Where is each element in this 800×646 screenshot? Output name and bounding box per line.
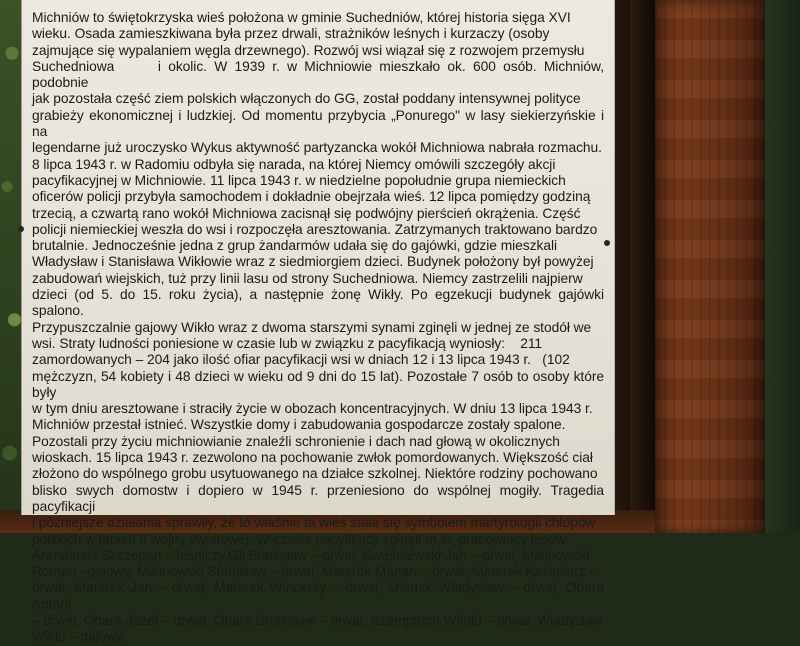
board-text-line: i późniejsze działania sprawiły, że to właśnie ta wieś stała się symbolem martyrologii chłopów	[32, 515, 596, 531]
board-text-line: Wikło – gajowy.	[32, 629, 127, 645]
board-text-line: policji niemieckiej weszła do wsi i rozpoczęła aresztowania. Zatrzymanych traktowano bardzo	[32, 221, 598, 237]
board-text-line: Przypuszczalnie gajowy Wikło wraz z dwoma starszymi synami zginęli w jednej ze stodół we	[32, 319, 592, 335]
board-text-line: Roman –gajowy, Malinowski Stanisław – drwal, Materek Marian – drwal, Materek Kazimierz –	[32, 564, 598, 580]
board-text-line: – drwal, Obara Józef – drwal, Obara Bronisław – drwal, Szampruch Witold – drwal, Władysław	[32, 612, 603, 628]
board-text	[32, 10, 608, 646]
board-text-line: mężczyzn, 54 kobiety i 48 dzieci w wieku od 9 dni do 15 lat). Pozostałe 7 osób to osoby które były	[32, 368, 608, 400]
board-text-line: wioskach. 15 lipca 1943 r. zezwolono na pochowanie zwłok pomordowanych. Większość ciał	[32, 450, 593, 466]
screw-left	[18, 226, 24, 232]
board-text-line: dzieci (od 5. do 15. roku życia), a następnie żonę Wikły. Po egzekucji budynek gajówki spalono.	[32, 287, 608, 319]
board-text-line: 8 lipca 1943 r. w Radomiu odbyła się narada, na której Niemcy omówili szczegóły akcji	[32, 156, 556, 172]
board-text-line: brutalnie. Jednocześnie jedna z grup żandarmów udała się do gajówki, gdzie mieszkali	[32, 238, 557, 254]
board-text-line: złożono do wspólnego grobu usytuowanego na działce szkolnej. Niektóre rodziny pochowano	[32, 466, 598, 482]
board-text-line: pacyfikacyjnej w Michniowie. 11 lipca 1943 r. w niedzielne popołudnie grupa niemieckich	[32, 172, 566, 188]
shadow-gap	[630, 0, 655, 533]
board-text-line: wieku. Osada zamieszkiwana była przez drwali, strażników leśnych i kurzaczy (osoby	[32, 26, 550, 42]
screw-right	[604, 240, 610, 246]
board-text-line: zabudowań wiejskich, tuż przy linii lasu od strony Suchedniowa. Niemcy zastrzelili najpierw	[32, 270, 583, 286]
board-frame-edge	[612, 0, 630, 533]
board-text-line: Pozostali przy życiu michniowianie znaleźli schronienie i dach nad głową w okolicznych	[32, 433, 560, 449]
board-text-line: Suchedniowa i okolic. W 1939 r. w Michniowie mieszkało ok. 600 osób. Michniów, podobnie	[32, 58, 608, 91]
board-text-line: Władysław i Stanisława Wikłowie wraz z siedmiorgiem dzieci. Budynek położony był powyżej	[32, 254, 594, 270]
board-text-line: zajmujące się wypalaniem węgla drzewnego). Rozwój wsi wiązał się z rozwojem przemysłu	[32, 42, 585, 58]
board-text-line: Arendarski Szczepan – leśniczy,Gil Stanisław – drwal, Kwaśniewski Jan – drwal, Malinowski	[32, 547, 590, 563]
background-foliage-right	[765, 0, 800, 533]
board-text-line: drwal, Materek Jan – drwal, Materek Wincenty – drwal, Miernik Władysław – drwal, Obara Antoni	[32, 580, 608, 612]
board-text-line: w tym dniu aresztowane i straciły życie w obozach koncentracyjnych. W dniu 13 lipca 1943 r.	[32, 401, 593, 417]
board-text-line: blisko swych domostw i dopiero w 1945 r. przeniesiono do wspólnej mogiły. Tragedia pacyfikacji	[32, 482, 608, 514]
board-text-line: polskich w latach II wojny światowej. W czasie pacyfikacji zginęli m.in. pracownicy lasów:	[32, 531, 570, 547]
board-text-line: jak pozostała część ziem polskich włączonych do GG, został poddany intensywnej polityce	[32, 91, 581, 107]
board-text-line: oficerów policji przybyła samochodem i dokładnie obejrzała wieś. 12 lipca pomiędzy godziną	[32, 189, 591, 205]
board-text-line: grabieży ekonomicznej i ludzkiej. Od momentu przybycia „Ponurego" w lasy siekierzyńskie i na	[32, 107, 608, 140]
board-text-line: wsi. Straty ludności poniesione w czasie lub w związku z pacyfikacją wyniosły: 211	[32, 335, 543, 351]
board-text-line: legendarne już uroczysko Wykus aktywność partyzancka wokół Michniowa nabrała rozmachu.	[32, 140, 602, 156]
board-text-line: Michniów przestał istnieć. Wszystkie domy i zabudowania gospodarcze zostały spalone.	[32, 417, 566, 433]
information-board	[22, 0, 614, 645]
board-text-line: Michniów to świętokrzyska wieś położona w gminie Suchedniów, której historia sięga XVI	[32, 10, 571, 25]
board-text-line: zamordowanych – 204 jako ilość ofiar pacyfikacji wsi w dniach 12 i 13 lipca 1943 r. (102	[32, 352, 570, 368]
wooden-post	[655, 0, 765, 533]
board-text-line: trzecią, a czwartą rano wokół Michniowa zacisnął się podwójny pierścień okrążenia. Część	[32, 205, 581, 221]
foliage-left	[0, 0, 24, 533]
